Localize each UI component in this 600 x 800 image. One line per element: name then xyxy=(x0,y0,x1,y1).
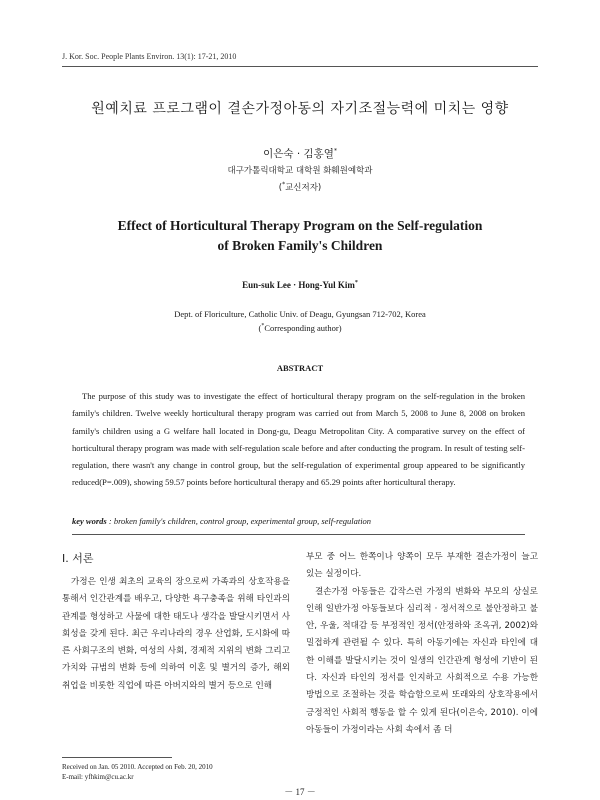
running-head: J. Kor. Soc. People Plants Environ. 13(1): 17-21, 2010 xyxy=(62,52,237,61)
right-column-paragraph-1: 부모 중 어느 한쪽이나 양쪽이 모두 부재한 결손가정이 늘고 있는 실정이다. xyxy=(306,552,538,580)
keywords-label: key words xyxy=(72,516,107,526)
english-affiliation: Dept. of Floriculture, Catholic Univ. of Deagu, Gyungsan 712-702, Korea xyxy=(174,309,426,319)
footnote xyxy=(62,762,213,782)
keywords: key words : broken family's children, control group, experimental group, self-regulation xyxy=(72,516,372,526)
english-corresponding-note: (*Corresponding author) xyxy=(258,323,342,333)
footnote-rule xyxy=(62,757,172,758)
page-number: － 17 － xyxy=(284,787,316,797)
korean-corresponding-text: 교신저자 xyxy=(285,183,318,193)
header-rule xyxy=(62,66,538,67)
abstract-heading: ABSTRACT xyxy=(276,363,324,373)
korean-authors xyxy=(0,146,600,161)
english-authors-mark: * xyxy=(354,280,358,286)
english-title xyxy=(0,216,600,256)
abstract-rule xyxy=(72,534,525,535)
right-column-paragraph-2: 결손가정 아동들은 갑작스런 가정의 변화와 부모의 상실로 인해 일반가정 아동들보다 심리적 · 정서적으로 불안정하고 불안, 우울, 적대감 등 부정적인 정서(안정하와 조옥귀, 2002)와 밀접하게 관련될 수 있다. 특히 아동기에는 자신과 타인에 대한 이해를 발달시키는 것이 일생의 인간관계 형성에 기반이 된다. 자신과 타인의 정서를 인지하고 사회적으로 수용 가능한 방법으로 조절하는 것을 학습함으로써 또래와의 상호작용에서 긍정적인 사회적 행동을 할 수 있게 된다(이은숙, 2010). 이에 아동들이 가정이라는 사회 속에서 좀 더 xyxy=(306,586,538,735)
korean-affiliation: 대구가톨릭대학교 대학원 화훼원예학과 xyxy=(227,166,373,176)
footnote-received: Received on Jan. 05 2010. Accepted on Feb. 20, 2010 xyxy=(62,763,213,771)
english-title-line-2: of Broken Family's Children xyxy=(217,238,383,253)
left-column-paragraph: 가정은 인생 최초의 교육의 장으로써 가족과의 상호작용을 통해서 인간관계를 배우고, 다양한 욕구충족을 위해 타인과의 관계를 형성하고 사물에 대한 태도나 생각을 발달시키면서 사회성을 갖게 된다. 최근 우리나라의 경우 산업화, 도시화에 따른 사회구조의 변화, 여성의 사회, 경제적 지위의 변화 그리고 가치와 규범의 변화 등에 의하여 이혼 및 별거의 증가, 해외 취업을 비롯한 직업에 따른 아버지와의 별거 등으로 인해 xyxy=(62,577,290,691)
section-title-introduction: Ⅰ. 서론 xyxy=(62,552,94,565)
english-corresponding-mark: * xyxy=(261,323,265,330)
english-title-line-1: Effect of Horticultural Therapy Program on the Self-regulation xyxy=(117,218,483,233)
english-corresponding-text: Corresponding author xyxy=(264,323,339,333)
keywords-text: broken family's children, control group, experimental group, self-regulation xyxy=(113,516,372,526)
korean-authors-mark: * xyxy=(333,147,337,155)
korean-authors-names: 이은숙 · 김홍열 xyxy=(263,148,334,160)
left-column xyxy=(62,552,290,695)
abstract-body: The purpose of this study was to investigate the effect of horticultural therapy program on the self-regulation in the broken family's children. Twelve weekly horticultural therapy program was carried out from March 5, 2008 to June 8, 2008 on broken family's children using a G welfare hall located in Dong-gu, Deagu Metropolitan City. A comparative survey on the effect of horticultural therapy program was made with self-regulation scale before and after conducting the program. In result of testing self-regulation, there wasn't any change in control group, but the self-regulation of experimental group appeared to be significantly reduced(P=.009), showing 59.57 points before horticultural therapy and 65.29 points after horticultural therapy. xyxy=(72,391,525,488)
korean-corresponding-mark: * xyxy=(282,181,286,189)
korean-corresponding-note: (*교신저자) xyxy=(278,181,322,193)
korean-title: 원예치료 프로그램이 결손가정아동의 자기조절능력에 미치는 영향 xyxy=(91,101,509,117)
english-authors-names: Eun-suk Lee · Hong-Yul Kim xyxy=(242,280,355,290)
footnote-email: E-mail: yfhkim@cu.ac.kr xyxy=(62,773,134,781)
right-column xyxy=(306,549,538,739)
english-authors xyxy=(0,280,600,290)
